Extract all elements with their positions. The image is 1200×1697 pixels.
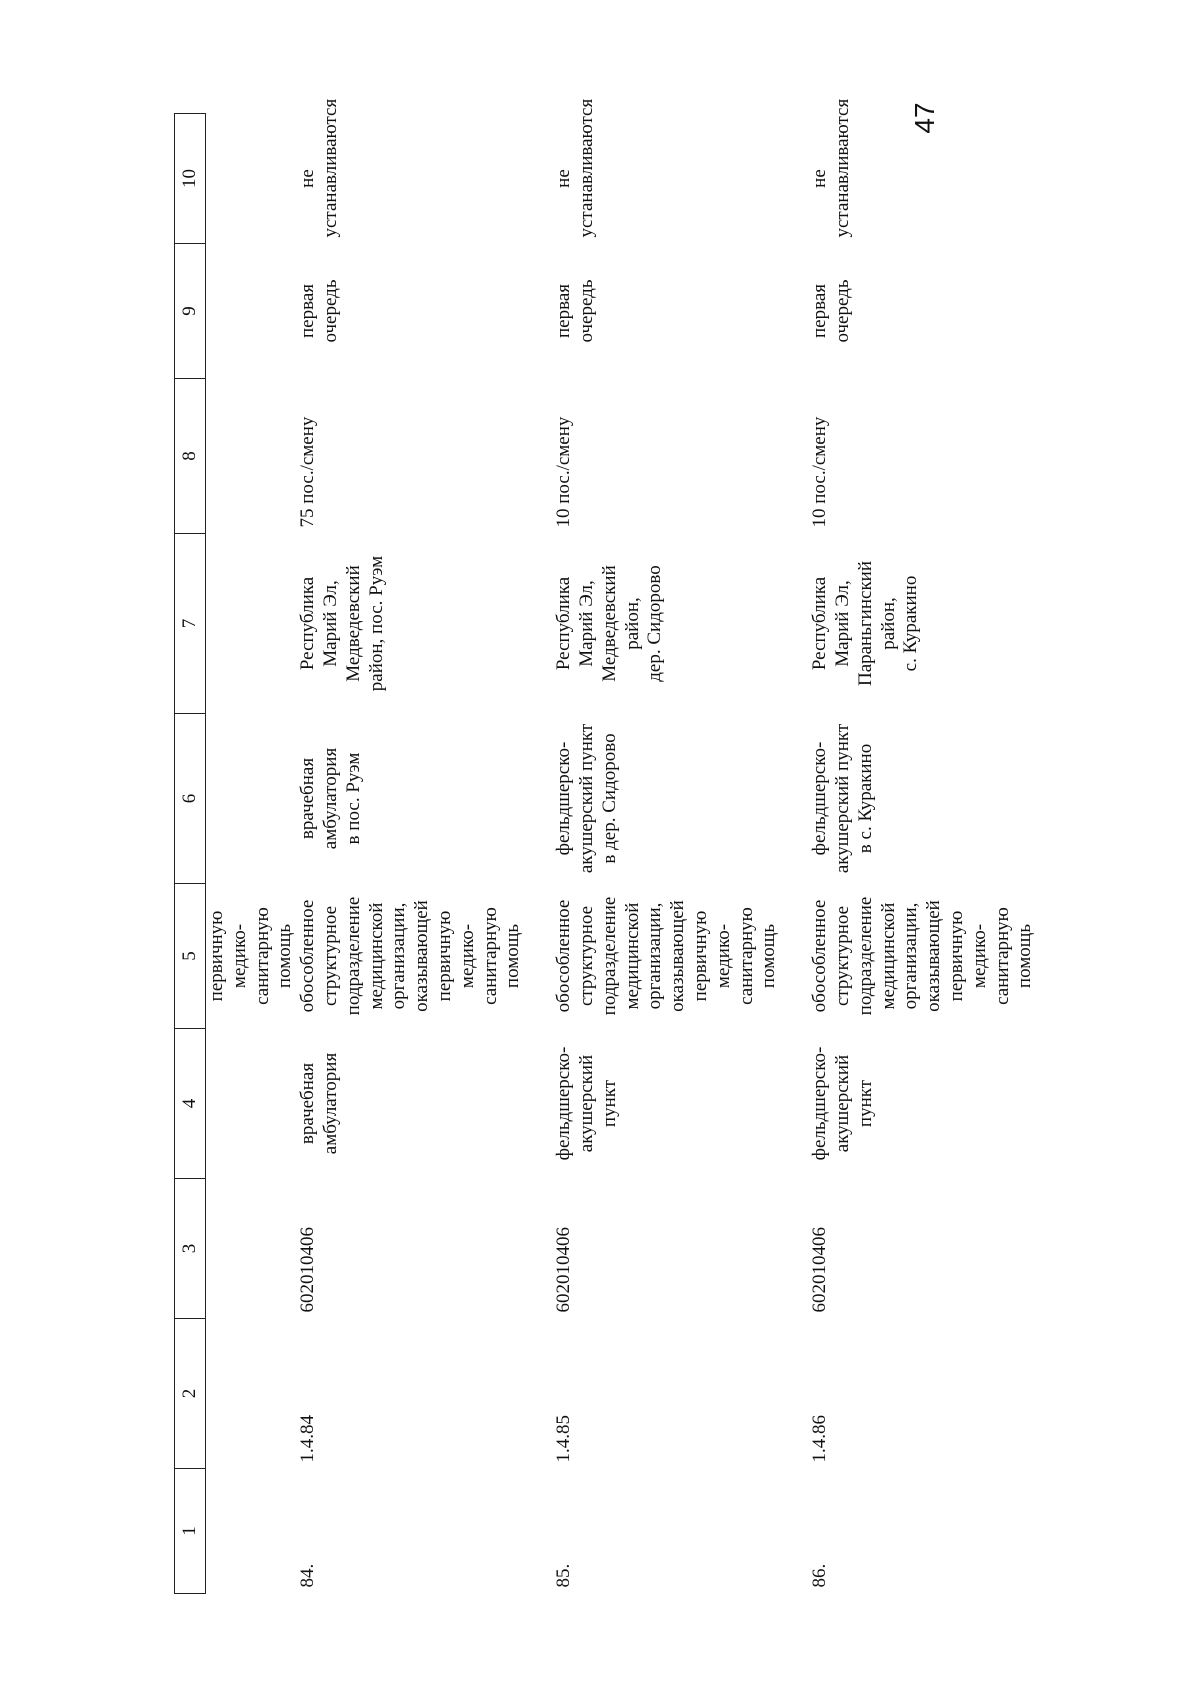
column-number-row xyxy=(175,114,206,1594)
row-capacity: 10 пос./смену xyxy=(553,416,575,528)
column-header-9: 9 xyxy=(175,244,206,379)
row-priority: первая очередь xyxy=(297,279,341,343)
column-header-2: 2 xyxy=(175,1319,206,1469)
row-number: 85. xyxy=(553,1563,575,1588)
column-header-6: 6 xyxy=(175,714,206,884)
facilities-table-frame xyxy=(174,98,1036,1594)
row-location: Республика Марий Эл, Медведевский район, дер. Сидорово xyxy=(553,565,666,682)
row-name: врачебная амбулатория в пос. Руэм xyxy=(297,747,364,850)
column-header-8: 8 xyxy=(175,379,206,534)
row-oktmo: 602010406 xyxy=(553,1227,575,1313)
column-header-3: 3 xyxy=(175,1179,206,1319)
row-priority: первая очередь xyxy=(553,279,597,343)
table-row xyxy=(809,114,1065,1594)
row-kind: врачебная амбулатория xyxy=(297,1052,341,1155)
row-type-description: обособленное структурное подразделение медицинской организации, оказывающей первичную медико- санитарную помощь xyxy=(553,896,780,1016)
page-number: 47 xyxy=(909,102,940,134)
row-location: Республика Марий Эл, Медведевский район, пос. Руэм xyxy=(297,555,387,692)
column-header-4: 4 xyxy=(175,1029,206,1179)
row-capacity: 75 пос./смену xyxy=(297,416,319,528)
row-number: 84. xyxy=(297,1563,319,1588)
row-type-description: обособленное структурное подразделение медицинской организации, оказывающей первичную медико- санитарную помощь xyxy=(297,896,524,1016)
row-zones: не устанавливаются xyxy=(809,98,853,238)
row-code: 1.4.84 xyxy=(297,1415,319,1463)
row-code: 1.4.85 xyxy=(553,1415,575,1463)
row-location: Республика Марий Эл, Параньгинский район, с. Куракино xyxy=(809,560,922,687)
column-header-10: 10 xyxy=(175,114,206,244)
row-code: 1.4.86 xyxy=(809,1415,831,1463)
row-capacity: 10 пос./смену xyxy=(809,416,831,528)
row-zones: не устанавливаются xyxy=(297,98,341,238)
row-kind: фельдшерско- акушерский пункт xyxy=(553,1046,620,1161)
row-number: 86. xyxy=(809,1563,831,1588)
continuation-row xyxy=(206,114,298,1594)
table-row xyxy=(553,114,809,1594)
table-row xyxy=(297,114,553,1594)
row-name: фельдшерско- акушерский пункт в с. Куракино xyxy=(809,723,876,874)
column-header-5: 5 xyxy=(175,884,206,1029)
row-priority: первая очередь xyxy=(809,279,853,343)
facilities-table xyxy=(174,98,1065,1594)
row-type-description: обособленное структурное подразделение медицинской организации, оказывающей первичную медико- санитарную помощь xyxy=(809,896,1036,1016)
row-oktmo: 602010406 xyxy=(297,1227,319,1313)
continuation-type-description: первичную медико- санитарную помощь xyxy=(206,907,296,1005)
row-name: фельдшерско- акушерский пункт в дер. Сидорово xyxy=(553,723,620,874)
row-kind: фельдшерско- акушерский пункт xyxy=(809,1046,876,1161)
row-zones: не устанавливаются xyxy=(553,98,597,238)
column-header-1: 1 xyxy=(175,1469,206,1594)
column-header-7: 7 xyxy=(175,534,206,714)
row-oktmo: 602010406 xyxy=(809,1227,831,1313)
